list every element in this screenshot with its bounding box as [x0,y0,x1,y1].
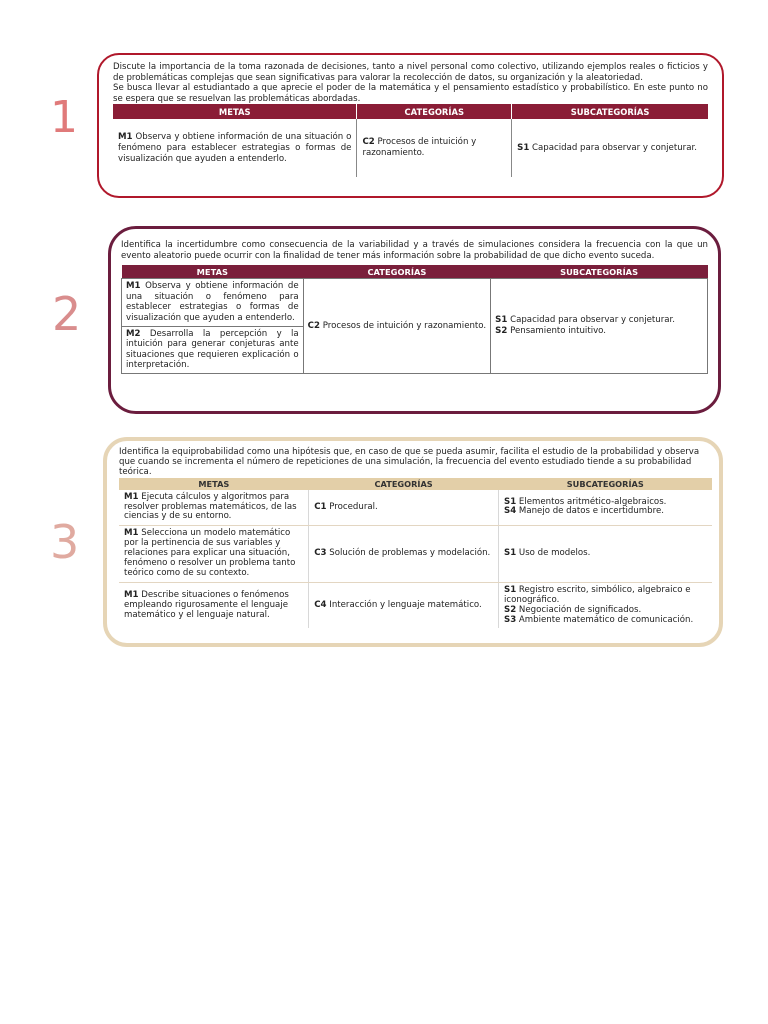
header-categorias: CATEGORÍAS [357,104,512,119]
categorias-cell [309,582,499,628]
meta-text: Describe situaciones o fenómenos empleando rigurosamente el lenguaje matemático y el lenguaje natural. [124,589,289,620]
card-2-intro [121,240,708,261]
header-metas: METAS [113,104,357,119]
card-1-intro [113,62,708,104]
table-row [119,582,712,628]
table-header-row [119,478,712,490]
meta-text: Observa y obtiene información de una situación o fenómeno para establecer estrategias o formas de visualización que ayuden a entenderlo. [118,131,352,164]
categorias-cell [309,526,499,583]
categorias-cell [303,279,491,374]
table-row [119,490,712,526]
subcategory-item [504,616,707,626]
subcategorias-cell [512,119,708,177]
header-metas: METAS [119,478,309,490]
intro-paragraph: Identifica la incertidumbre como consecuencia de la variabilidad y a través de simulaciones considera la frecuencia con la que un evento aleatorio puede ocurrir con la finalidad de tener más información sobre la probabilidad de que dicho evento suceda. [121,240,708,261]
subcategorias-cell [499,526,713,583]
subcategory-code: S2 [495,326,508,337]
meta-code: M1 [126,281,141,292]
subcategory-text: Negociación de significados. [518,604,642,615]
table-row [113,119,708,177]
subcategory-text: Manejo de datos e incertidumbre. [518,506,664,517]
metas-cell [119,490,309,526]
category-text: Interacción y lenguaje matemático. [329,599,482,610]
header-subcategorias: SUBCATEGORÍAS [512,104,708,119]
subcategory-text: Registro escrito, simbólico, algebraico e iconográfico. [504,584,691,605]
meta-code: M2 [126,328,141,339]
section-number-2: 2 [52,287,82,341]
subcategory-text: Ambiente matemático de comunicación. [518,614,694,625]
table-row [122,279,708,326]
categorias-cell [357,119,512,177]
subcategory-text: Uso de modelos. [518,548,591,559]
section-number-1: 1 [50,92,78,143]
subcategory-code: S1 [495,315,508,326]
subcategory-code: S2 [504,604,517,615]
subcategory-code: S4 [504,506,517,517]
table-row [119,526,712,583]
table-header-row [122,265,708,279]
header-categorias: CATEGORÍAS [309,478,499,490]
subcategory-text: Pensamiento intuitivo. [510,326,607,337]
subcategory-item [495,315,703,326]
meta-code: M1 [118,131,133,142]
section-number-3: 3 [50,515,80,569]
metas-cell [122,326,304,373]
card-3-intro [119,447,712,478]
category-text: Solución de problemas y modelación. [329,548,491,559]
subcategory-text: Capacidad para observar y conjeturar. [510,315,675,326]
intro-paragraph: Se busca llevar al estudiantado a que aprecie el poder de la matemática y el pensamiento estadístico y probabilístico. En este punto no se espera que se resuelvan las problemáticas abordadas. [113,83,708,104]
intro-paragraph: Identifica la equiprobabilidad como una hipótesis que, en caso de que se pueda asumir, facilita el estudio de la probabilidad y observa que cuando se incrementa el número de repeticiones de una simulación, la frecuencia del evento estudiado tiende a su probabilidad teórica. [119,447,700,478]
subcategory-text: Elementos aritmético-algebraicos. [518,496,667,507]
subcategory-code: S1 [504,496,517,507]
intro-paragraph: Discute la importancia de la toma razonada de decisiones, tanto a nivel personal como colectivo, utilizando ejemplos reales o ficticios y de problemáticas complejas que sean significativas para valorar la recolección de datos, su organización y la aleatoriedad. [113,62,708,83]
meta-text: Desarrolla la percepción y la intuición para generar conjeturas ante situaciones que requieren explicación o interpretación. [126,328,299,371]
category-code: C2 [362,137,375,148]
subcategorias-cell [499,490,713,526]
category-code: C4 [314,599,327,610]
subcategorias-cell [499,582,713,628]
subcategorias-cell [491,279,708,374]
header-metas: METAS [122,265,304,279]
meta-text: Selecciona un modelo matemático por la pertinencia de sus variables y relaciones para explicar una situación, fenómeno o resolver un problema tanto teórico como de su contexto. [124,528,296,578]
subcategory-code: S3 [504,614,517,625]
category-text: Procesos de intuición y razonamiento. [322,320,487,331]
header-subcategorias: SUBCATEGORÍAS [499,478,713,490]
subcategory-code: S1 [517,142,530,153]
meta-code: M1 [124,589,139,600]
meta-text: Ejecuta cálculos y algoritmos para resolver problemas matemáticos, de las ciencias y de su entorno. [124,491,297,522]
metas-cell [122,279,304,326]
card-3-table [119,478,712,629]
subcategory-item [495,326,703,337]
card-2-table [121,265,708,374]
metas-cell [119,526,309,583]
header-subcategorias: SUBCATEGORÍAS [491,265,708,279]
category-code: C3 [314,548,327,559]
card-1 [97,53,724,198]
category-code: C1 [314,501,327,512]
categorias-cell [309,490,499,526]
card-1-table [113,104,708,177]
meta-code: M1 [124,491,139,502]
subcategory-item [504,507,707,517]
card-3 [103,437,723,647]
meta-text: Observa y obtiene información de una situación o fenómeno para establecer estrategias o formas de visualización que ayuden a entenderlo. [126,281,299,323]
meta-code: M1 [124,528,139,539]
subcategory-code: S1 [504,584,517,595]
card-2 [108,226,721,414]
category-text: Procesos de intuición y razonamiento. [362,137,477,159]
metas-cell [113,119,357,177]
subcategory-text: Capacidad para observar y conjeturar. [532,142,697,153]
subcategory-code: S1 [504,548,517,559]
subcategory-item [504,586,707,606]
category-code: C2 [307,320,320,331]
metas-cell [119,582,309,628]
table-header-row [113,104,708,119]
header-categorias: CATEGORÍAS [303,265,491,279]
category-text: Procedural. [329,501,378,512]
